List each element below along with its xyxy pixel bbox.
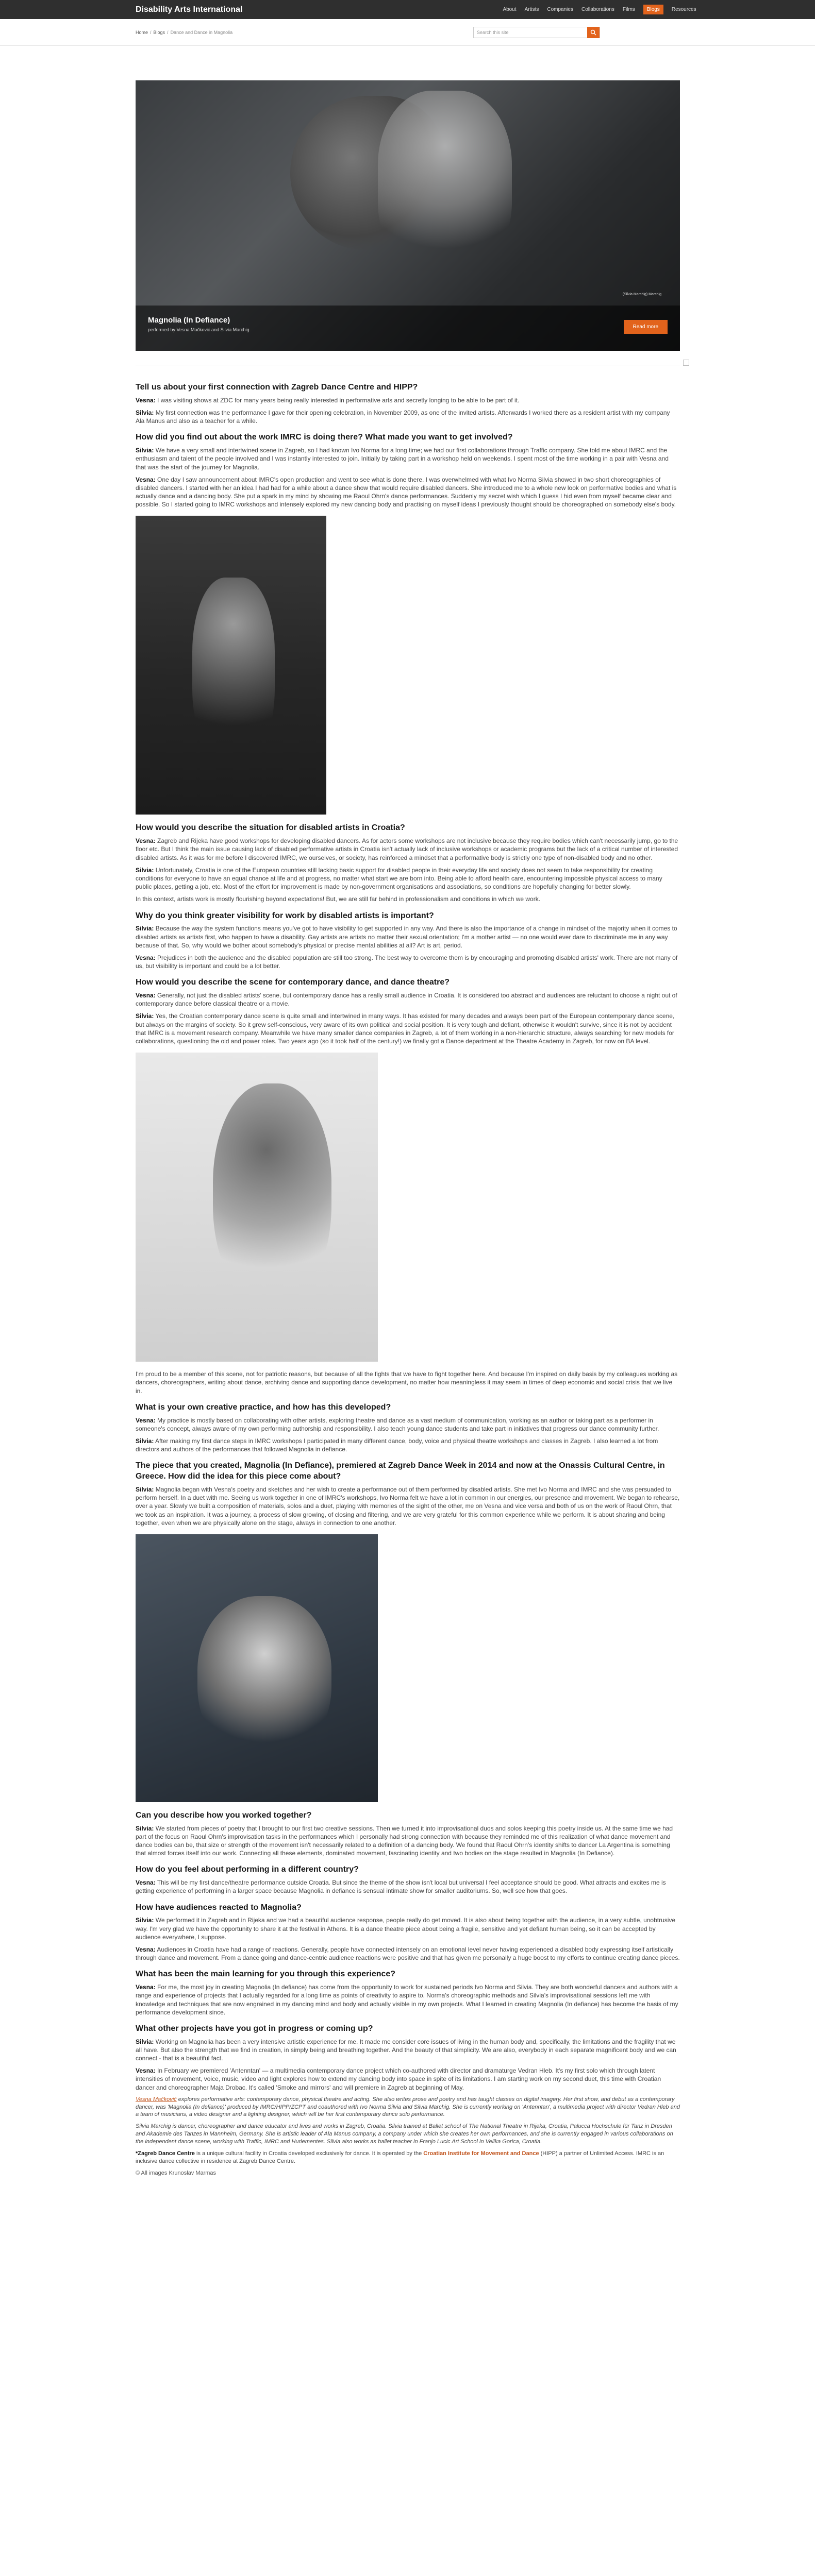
speaker-name: Silvia: (136, 1012, 154, 1020)
nav-item-blogs[interactable]: Blogs (643, 5, 663, 14)
speaker-name: Vesna: (136, 954, 156, 961)
question-heading: How have audiences reacted to Magnolia? (136, 1903, 302, 1912)
answer-paragraph: Silvia: Magnolia began with Vesna's poetry and sketches and her wish to create a performance out of them performed by disabled artists. She met Ivo Norma and IMRC and she was persuaded to perform herself. In a duet with me. Seeing us work together in one of IMRC's workshops, Ivo Norma felt we have a lot in common in our energies, our presence and movement. We began to rehearse, over a year. Slowly we built a composition of materials, solos and a duet, playing with memories of the sight of the other, me on Vesna and vice versa and both of us on the work of Raoul Ohrn, that we took as an inspiration. It was a journey, a process of slow growing, of closing and filtering, and we are very grateful for this common experience while we perform. It is about sharing and being together, even when we are physically alone on the stage, always in connection to one another. (136, 1485, 680, 1527)
speaker-name: Silvia: (136, 447, 154, 454)
bio-silvia: Silvia Marchig is dancer, choreographer and dance educator and lives and works in Zagreb, Croatia. Silvia trained at Ballet school of The National Theatre in Rijeka, Croatia, Palucca Hochschule für Tanz in Dresden and Akademie des Tanzes in Mannheim, Germany. She is artistic leader of Ala Manus company, a company under which she creates her own performances, and she is currently engaged in various collaborations on the independent dance scene, working with Traffic, IMRC and Hurlementes. Silvia also works as ballet teacher in Franjo Lucic Art School in Velika Gorica, Croatia. (136, 2123, 673, 2145)
speaker-name: Silvia: (136, 1485, 154, 1493)
answer-paragraph: Vesna: Audiences in Croatia have had a range of reactions. Generally, people have connected intensely on an emotional level never having experienced a disabled body expressing itself artistically through dance and movement. From a dance going and dance-centric audience reactions were positive and that has given me personally a huge boost to my efforts to continue creating dance pieces. (136, 1945, 680, 1962)
speaker-name: Vesna: (136, 2067, 156, 2075)
closing-note: *Zagreb Dance Centre is a unique cultural facility in Croatia developed exclusively for dance. It is operated by the Croatian Institute for Movement and Dance (HIPP) a partner of Unlimited Access. IMRC is an inclusive dance collective in residence at Zagreb Dance Centre. (136, 2150, 664, 2164)
hero-title: Magnolia (In Defiance) (148, 316, 230, 325)
answer-paragraph: Silvia: We started from pieces of poetry that I brought to our first two creative sessions. Then we turned it into improvisational duos and solos keeping this poetry inside us. At the same time we had part of the focus on Raoul Ohrn's improvisation tasks in the performances which I personally had strong connection with because they reminded me of this realization of what dance movement and dance bodies can be, that size or strength of the movement isn't necessarily related to a definition of a dancing body. We found that Raoul Ohrn's identity shifts to dancer La Argentina is something that almost forces itself into our work. Connecting all these elements, dominated movement, fascinating identity and two bodies on the stage resulted in Magnolia (In Defiance). (136, 1824, 673, 1857)
answer-paragraph: Vesna: Generally, not just the disabled artists' scene, but contemporary dance has a really small audience in Croatia. It is considered too abstract and audiences are reluctant to choose a night out of contemporary dance before classical theatre or a movie. (136, 992, 677, 1008)
speaker-name: Vesna: (136, 1945, 156, 1953)
image-copyright: © All images Krunoslav Marmas (136, 2170, 217, 2176)
bio-vesna-link[interactable]: Vesna Mačković (136, 2096, 177, 2103)
question-heading: What has been the main learning for you through this experience? (136, 1970, 396, 1979)
hero-dancer-shape (378, 91, 512, 276)
answer-paragraph: Vesna: Zagreb and Rijeka have good workshops for developing disabled dancers. As for actors some workshops are not inclusive because they require bodies which can't necessarily jump, go to the floor etc. But I think the main issue causing lack of disabled performative artists in Croatia isn't actually lack of inclusive workshops or academic programs but the lack of a critical number of interested disabled artists. As it was for me before I discovered IMRC, we ourselves, or society, has reinforced a mindset that a performative body is strictly one type of non-disabled body and no other. (136, 837, 678, 861)
dancer-shape (192, 578, 275, 763)
breadcrumb-blogs[interactable]: Blogs (153, 29, 165, 35)
nav-item-resources[interactable]: Resources (671, 7, 696, 12)
answer-paragraph: Silvia: Unfortunately, Croatia is one of the European countries still lacking basic support for disabled people in their everyday life and society does not seem to take responsibility for creating conditions for everyone to have an equal chance at life and at progress, no matter what start we are born into. Being able to afford health care, encountering impossible physical access to many public places, getting a job, etc. Most of the effort for improvement is made by non-government organisations and associations, so conditions are hopefully changing for better slowly. (136, 866, 662, 891)
nav-item-artists[interactable]: Artists (524, 7, 539, 12)
question-heading: Can you describe how you worked together? (136, 1810, 312, 1820)
breadcrumb-home[interactable]: Home (136, 29, 148, 35)
hero-banner (136, 80, 680, 351)
breadcrumb (136, 30, 342, 35)
top-bar (0, 0, 815, 19)
speaker-name: Vesna: (136, 396, 156, 404)
search-button[interactable] (587, 27, 600, 38)
speaker-name: Silvia: (136, 866, 154, 874)
nav-item-about[interactable]: About (503, 7, 517, 12)
question-heading: Tell us about your first connection with Zagreb Dance Centre and HIPP? (136, 383, 418, 392)
answer-paragraph: Vesna: In February we premiered 'Antenntan' — a multimedia contemporary dance project which co-authored with director and dramaturge Vedran Hleb. It's my first solo which through latent intensities of movement, voice, music, video and light explores how to extend my dancing body into space in spite of its limitations. I am starting work on my second duet, this time with Croatian dancer and choreographer Maja Drobac. It's called 'Smoke and mirrors' and will premiere in Zagreb at beginning of May. (136, 2067, 661, 2091)
question-heading: How do you feel about performing in a different country? (136, 1865, 359, 1874)
dancer-shape (213, 1083, 331, 1305)
answer-paragraph: Silvia: Yes, the Croatian contemporary dance scene is quite small and intertwined in many ways. It has existed for many decades and always been part of the European contemporary dance scene, but always on the margins of society. So it grew self-conscious, very aware of its own political and social position. It is very tough and defiant, otherwise it wouldn't survive, since it is not by accident that IMRC is a movement research company. Meanwhile we have many smaller dance companies in Zagreb, a lot of them working in a non-hierarchic structure, always searching for new models for collaborations, questioning the old and power roles. Two years ago (so it took half of the century!) we finally got a Dance department at the Theatre Academy in Zagreb, for now on BA level. (136, 1012, 675, 1045)
hero-subtitle: performed by Vesna Mačković and Silvia Marchig (148, 327, 250, 332)
speaker-name: Vesna: (136, 476, 156, 483)
answer-paragraph: In this context, artists work is mostly flourishing beyond expectations! But, we are still far behind in professionalism and conditions in which we work. (136, 895, 541, 903)
speaker-name: Silvia: (136, 2038, 154, 2045)
bio-vesna: Vesna Mačković explores performative arts: contemporary dance, physical theatre and acting. She also writes prose and poetry and has taught classes on digital imagery. Her first show, and debut as a contemporary dancer, was 'Magnolia (In defiance)' produced by IMRC/HIPP/ZCPT and coauthored with Ivo Norma Silvia and Silvia Marchig. She is currently working on 'Antenntan', a multimedia project with director Vedran Hleb and a team of musicians, a video designer and a lighting designer, which will be her first contemporary dance solo performance. (136, 2096, 680, 2118)
article-photo (136, 1053, 378, 1362)
read-more-button[interactable]: Read more (624, 320, 668, 334)
main-nav (503, 5, 696, 14)
question-heading: How would you describe the situation for disabled artists in Croatia? (136, 823, 405, 833)
speaker-name: Silvia: (136, 409, 154, 416)
hero-photo-credit: (Silvia Marchig) Marchig (622, 293, 661, 296)
breadcrumb-current: Dance and Dance in Magnolia (170, 29, 233, 35)
answer-paragraph: Vesna: For me, the most joy in creating Magnolia (In defiance) has come from the opportunity to work for sustained periods Ivo Norma and Silvia. They are both wonderful dancers and authors with a range and experience of projects that I actually regarded for a long time as points of creativity to aspire to. Norma's choreographic methods and Silvia's improvisational sessions left me with knowledge and techniques that are now engrained in my dancing mind and body and actually visible in my own projects. What I learned in creating Magnolia (In defiance) has become the basis of my performance development since. (136, 1984, 678, 2016)
answer-paragraph: Silvia: We have a very small and intertwined scene in Zagreb, so I had known Ivo Norma for a long time; we had our first collaborations through Traffic company. She told me about IMRC and the enthusiasm and talent of the people involved and I was instantly interested to join. Initially by taking part in a workshop held on weekends. I spent most of the time working in a pair with Vesna and that was the start of the journey for Magnolia. (136, 447, 669, 471)
answer-paragraph: Silvia: My first connection was the performance I gave for their opening celebration, in November 2009, as one of the invited artists. Afterwards I worked there as a resident artist with my company Ala Manus and also as a teacher for a while. (136, 409, 670, 425)
breadcrumb-separator: / (167, 29, 169, 35)
answer-paragraph: Silvia: We performed it in Zagreb and in Rijeka and we had a beautiful audience response, people really do get moved. It is also about being together with the audience, in a very subtle, unobtrusive way. I'm very glad we have the opportunity to share it at the festival in Athens. It is a dance theatre piece about being a fragile, sensitive and yet defiant human being, so it can be accepted by audience everywhere, I suppose. (136, 1917, 676, 1941)
answer-paragraph: I'm proud to be a member of this scene, not for patriotic reasons, but because of all the fights that we have to fight together here. And because I'm inspired on daily basis by my colleagues working as dancers, choreographers, writing about dance, archiving dance and supporting dance development, no matter how meaningless it may seem in times of deep economic and social crisis that we live in. (136, 1370, 678, 1395)
search-box[interactable] (473, 27, 600, 38)
answer-paragraph: Silvia: Because the way the system functions means you've got to have visibility to get supported in any way. And there is also the importance of a change in mindset of the majority when it comes to disabled artists as artists first, who happen to have a disability. Gay artists are artists no matter their sexual orientation; I'm a mother artist — no one would ever dare to discriminate me in any way because of that. So, why would we bother about somebody's physical or precise mental abilities at all? Art is art, period. (136, 925, 677, 949)
speaker-name: Vesna: (136, 992, 156, 999)
answer-paragraph: Vesna: Prejudices in both the audience and the disabled population are still too strong. The best way to overcome them is by encouraging and promoting disabled artists' work. There are not many of us, but visibility is important and could be a lot better. (136, 954, 678, 970)
speaker-name: Silvia: (136, 1437, 154, 1445)
answer-paragraph: Vesna: I was visiting shows at ZDC for many years being really interested in performative arts and secretly longing to be able to be part of it. (136, 396, 520, 404)
sub-bar (0, 19, 815, 46)
search-input[interactable]: Search this site (477, 29, 509, 35)
speaker-name: Vesna: (136, 1416, 156, 1424)
answer-paragraph: Vesna: This will be my first dance/theatre performance outside Croatia. But since the theme of the show isn't local but universal I feel acceptance should be good. What attracts and excites me is getting experience of performing in a larger space because Magnolia in defiance is sensual intimate show for smaller auditoriums. So, well see how that goes. (136, 1879, 666, 1895)
speaker-name: Silvia: (136, 925, 154, 933)
search-icon (590, 29, 596, 36)
question-heading: What other projects have you got in progress or coming up? (136, 2024, 373, 2033)
question-heading: The piece that you created, Magnolia (In Defiance), premiered at Zagreb Dance Week in 2014 and now at the Onassis Cultural Centre, in Greece. How did the idea for this piece come about? (136, 1461, 665, 1481)
answer-paragraph: Vesna: One day I saw announcement about IMRC's open production and went to see what is done there. I was overwhelmed with what Ivo Norma Silvia showed in two short choreographies of disabled dancers. I started with her an idea I had had for a while about a dance show that would require disabled dancers. She introduced me to a whole new look on performative bodies and what is actually dance and a dancing body. She put a spark in my mind by showing me Raoul Ohrn's dance performances. Suddenly my secret wish which I guess I hid even from myself became clear and possible. So I started going to IMRC workshops and intensely explored my new dancing body and practising on myself ideas I previously thought should be choreographed on somebody else's body. (136, 476, 677, 509)
question-heading: Why do you think greater visibility for work by disabled artists is important? (136, 911, 434, 920)
question-heading: How did you find out about the work IMRC is doing there? What made you want to get involved? (136, 433, 513, 442)
answer-paragraph: Vesna: My practice is mostly based on collaborating with other artists, exploring theatre and dance as a vast medium of communication, working as an author or taking part as a performer in someone's concept, always aware of my own performing authorship and responsibility. I also teach young dance students and take part in initiatives that progress our dance community further. (136, 1416, 659, 1432)
article-photo (136, 1534, 378, 1802)
answer-paragraph: Silvia: After making my first dance steps in IMRC workshops I participated in many different dance, body, voice and physical theatre workshops and classes in Zagreb. I also learned a lot from directors and authors of the performances that followed Magnolia in defiance. (136, 1437, 658, 1453)
nav-item-films[interactable]: Films (622, 7, 635, 12)
site-brand[interactable]: Disability Arts International (136, 5, 243, 14)
speaker-name: Vesna: (136, 1984, 156, 1991)
share-checkbox[interactable] (683, 360, 689, 366)
speaker-name: Vesna: (136, 1879, 156, 1887)
speaker-name: Silvia: (136, 1824, 154, 1832)
question-heading: What is your own creative practice, and how has this developed? (136, 1402, 391, 1412)
speaker-name: Silvia: (136, 1917, 154, 1924)
hipp-link[interactable]: Croatian Institute for Movement and Dance (423, 2150, 539, 2157)
dancer-shape (197, 1596, 331, 1761)
speaker-name: Vesna: (136, 837, 156, 845)
breadcrumb-separator: / (150, 29, 152, 35)
nav-item-companies[interactable]: Companies (547, 7, 573, 12)
question-heading: How would you describe the scene for contemporary dance, and dance theatre? (136, 978, 450, 987)
hero-caption-band (136, 306, 680, 351)
article-body (136, 375, 680, 2181)
nav-item-collaborations[interactable]: Collaborations (581, 7, 614, 12)
answer-paragraph: Silvia: Working on Magnolia has been a very intensive artistic experience for me. It made me consider core issues of living in the human body and, specifically, the limitations and the fragility that we all have. But also the strength that we find in creation, in simply being and breathing together. And the beauty of that simplicity. We are also, everybody in each separate magnificent body and we can connect - that is a beautiful fact. (136, 2038, 676, 2062)
article-photo (136, 516, 326, 815)
